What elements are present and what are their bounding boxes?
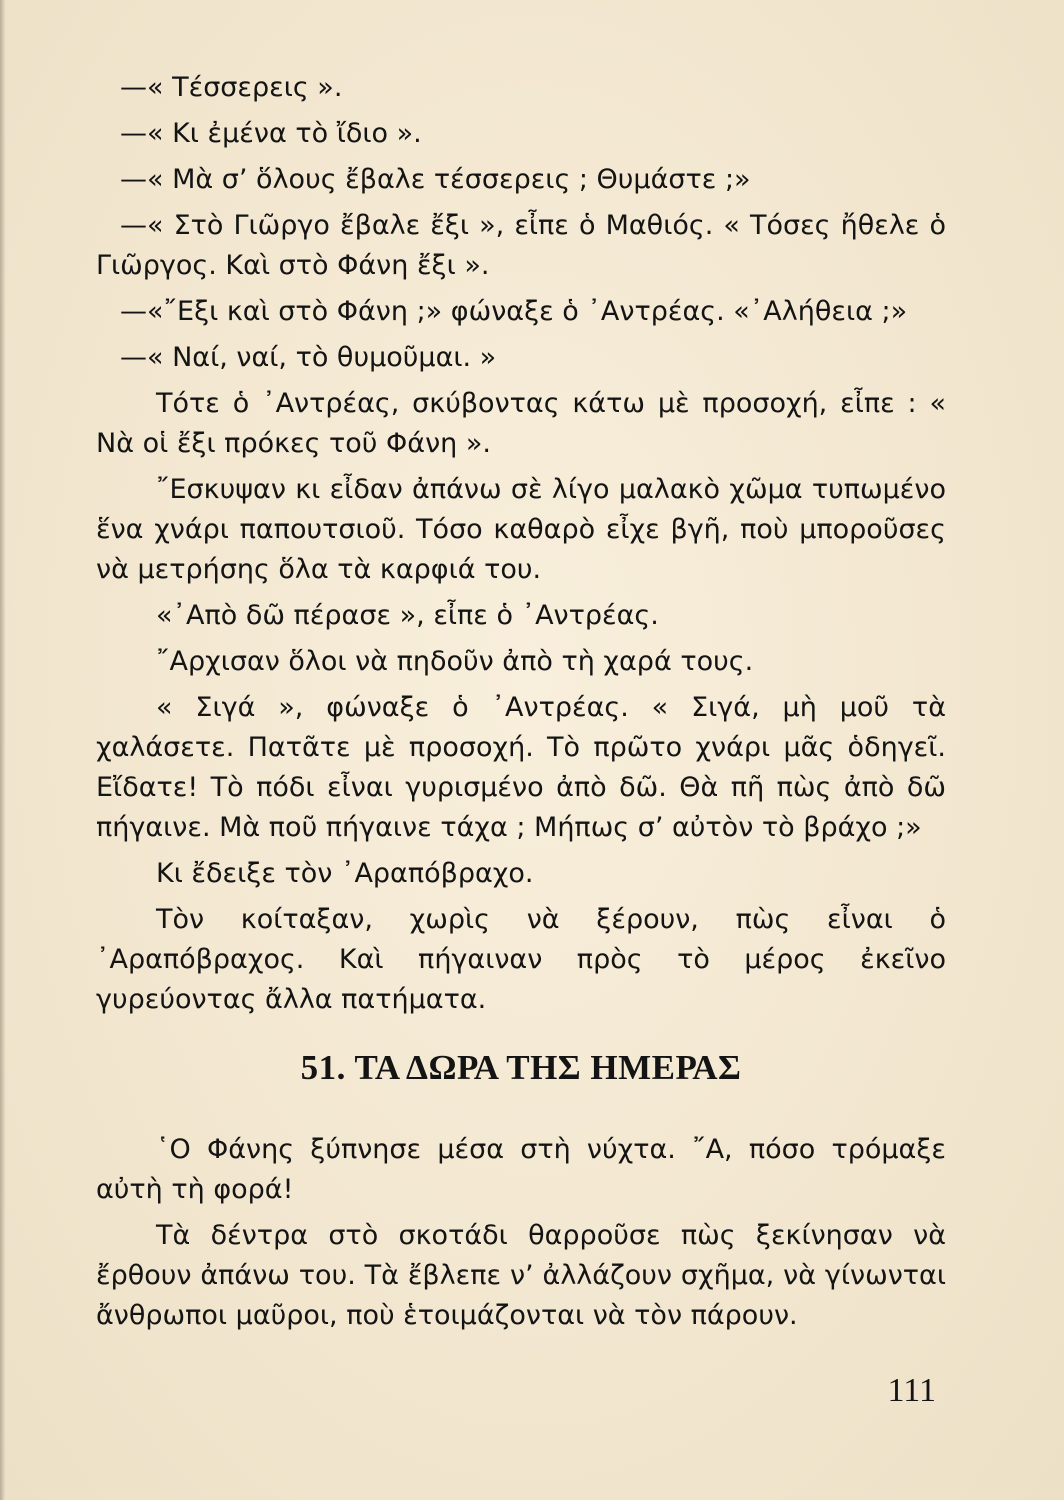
paragraph: —«῎Εξι καὶ στὸ Φάνη ;» φώναξε ὁ ᾽Αντρέας. «᾽Αλήθεια ;»: [120, 296, 908, 327]
paragraph: Κι ἔδειξε τὸν ᾽Αραπόβραχο.: [156, 858, 534, 889]
page-edge-shadow: [0, 0, 6, 1500]
paragraph: ῎Αρχισαν ὅλοι νὰ πηδοῦν ἀπὸ τὴ χαρά τους.: [156, 646, 754, 677]
section-2-text: [96, 1130, 946, 1342]
paragraph: —« Στὸ Γιῶργο ἔβαλε ἔξι », εἶπε ὁ Μαθιός. « Τόσες ἤθελε ὁ Γιῶργος. Καὶ στὸ Φάνη ἔξι ».: [96, 210, 946, 281]
paragraph: ῾Ο Φάνης ξύπνησε μέσα στὴ νύχτα. ῎Α, πόσο τρόμαξε αὐτὴ τὴ φορά!: [96, 1134, 946, 1205]
paragraph: Τότε ὁ ᾽Αντρέας, σκύβοντας κάτω μὲ προσοχή, εἶπε : « Νὰ οἱ ἔξι πρόκες τοῦ Φάνη ».: [96, 388, 946, 459]
paragraph: —« Μὰ σ’ ὅλους ἔβαλε τέσσερεις ; Θυμάστε ;»: [120, 164, 751, 195]
section-1-text: [96, 68, 946, 1026]
page-number: 111: [887, 1372, 936, 1409]
chapter-heading: 51. ΤΑ ΔΩΡΑ ΤΗΣ ΗΜΕΡΑΣ: [300, 1048, 742, 1087]
paragraph: Τὰ δέντρα στὸ σκοτάδι θαρροῦσε πὼς ξεκίνησαν νὰ ἔρθουν ἀπάνω του. Τὰ ἔβλεπε ν’ ἀλλάζουν σχῆμα, νὰ γίνωνται ἄνθρωποι μαῦροι, ποὺ ἑτοιμάζονται νὰ τὸν πάρουν.: [96, 1220, 946, 1331]
paragraph: —« Τέσσερεις ».: [120, 72, 343, 103]
paragraph: « Σιγά », φώναξε ὁ ᾽Αντρέας. « Σιγά, μὴ μοῦ τὰ χαλάσετε. Πατᾶτε μὲ προσοχή. Τὸ πρῶτο χνάρι μᾶς ὁδηγεῖ. Εἴδατε! Τὸ πόδι εἶναι γυρισμένο ἀπὸ δῶ. Θὰ πῆ πὼς ἀπὸ δῶ πήγαινε. Μὰ ποῦ πήγαινε τάχα ; Μήπως σ’ αὐτὸν τὸ βράχο ;»: [96, 692, 946, 843]
paragraph: Τὸν κοίταξαν, χωρὶς νὰ ξέρουν, πὼς εἶναι ὁ ᾽Αραπόβραχος. Καὶ πήγαιναν πρὸς τὸ μέρος ἐκεῖνο γυρεύοντας ἄλλα πατήματα.: [96, 904, 946, 1015]
paragraph: ῎Εσκυψαν κι εἶδαν ἀπάνω σὲ λίγο μαλακὸ χῶμα τυπωμένο ἕνα χνάρι παπουτσιοῦ. Τόσο καθαρὸ εἶχε βγῆ, ποὺ μποροῦσες νὰ μετρήσης ὅλα τὰ καρφιά του.: [96, 474, 946, 585]
paragraph: «᾽Απὸ δῶ πέρασε », εἶπε ὁ ᾽Αντρέας.: [156, 600, 659, 631]
paragraph: —« Κι ἐμένα τὸ ἴδιο ».: [120, 118, 422, 149]
paragraph: —« Ναί, ναί, τὸ θυμοῦμαι. »: [120, 342, 497, 373]
